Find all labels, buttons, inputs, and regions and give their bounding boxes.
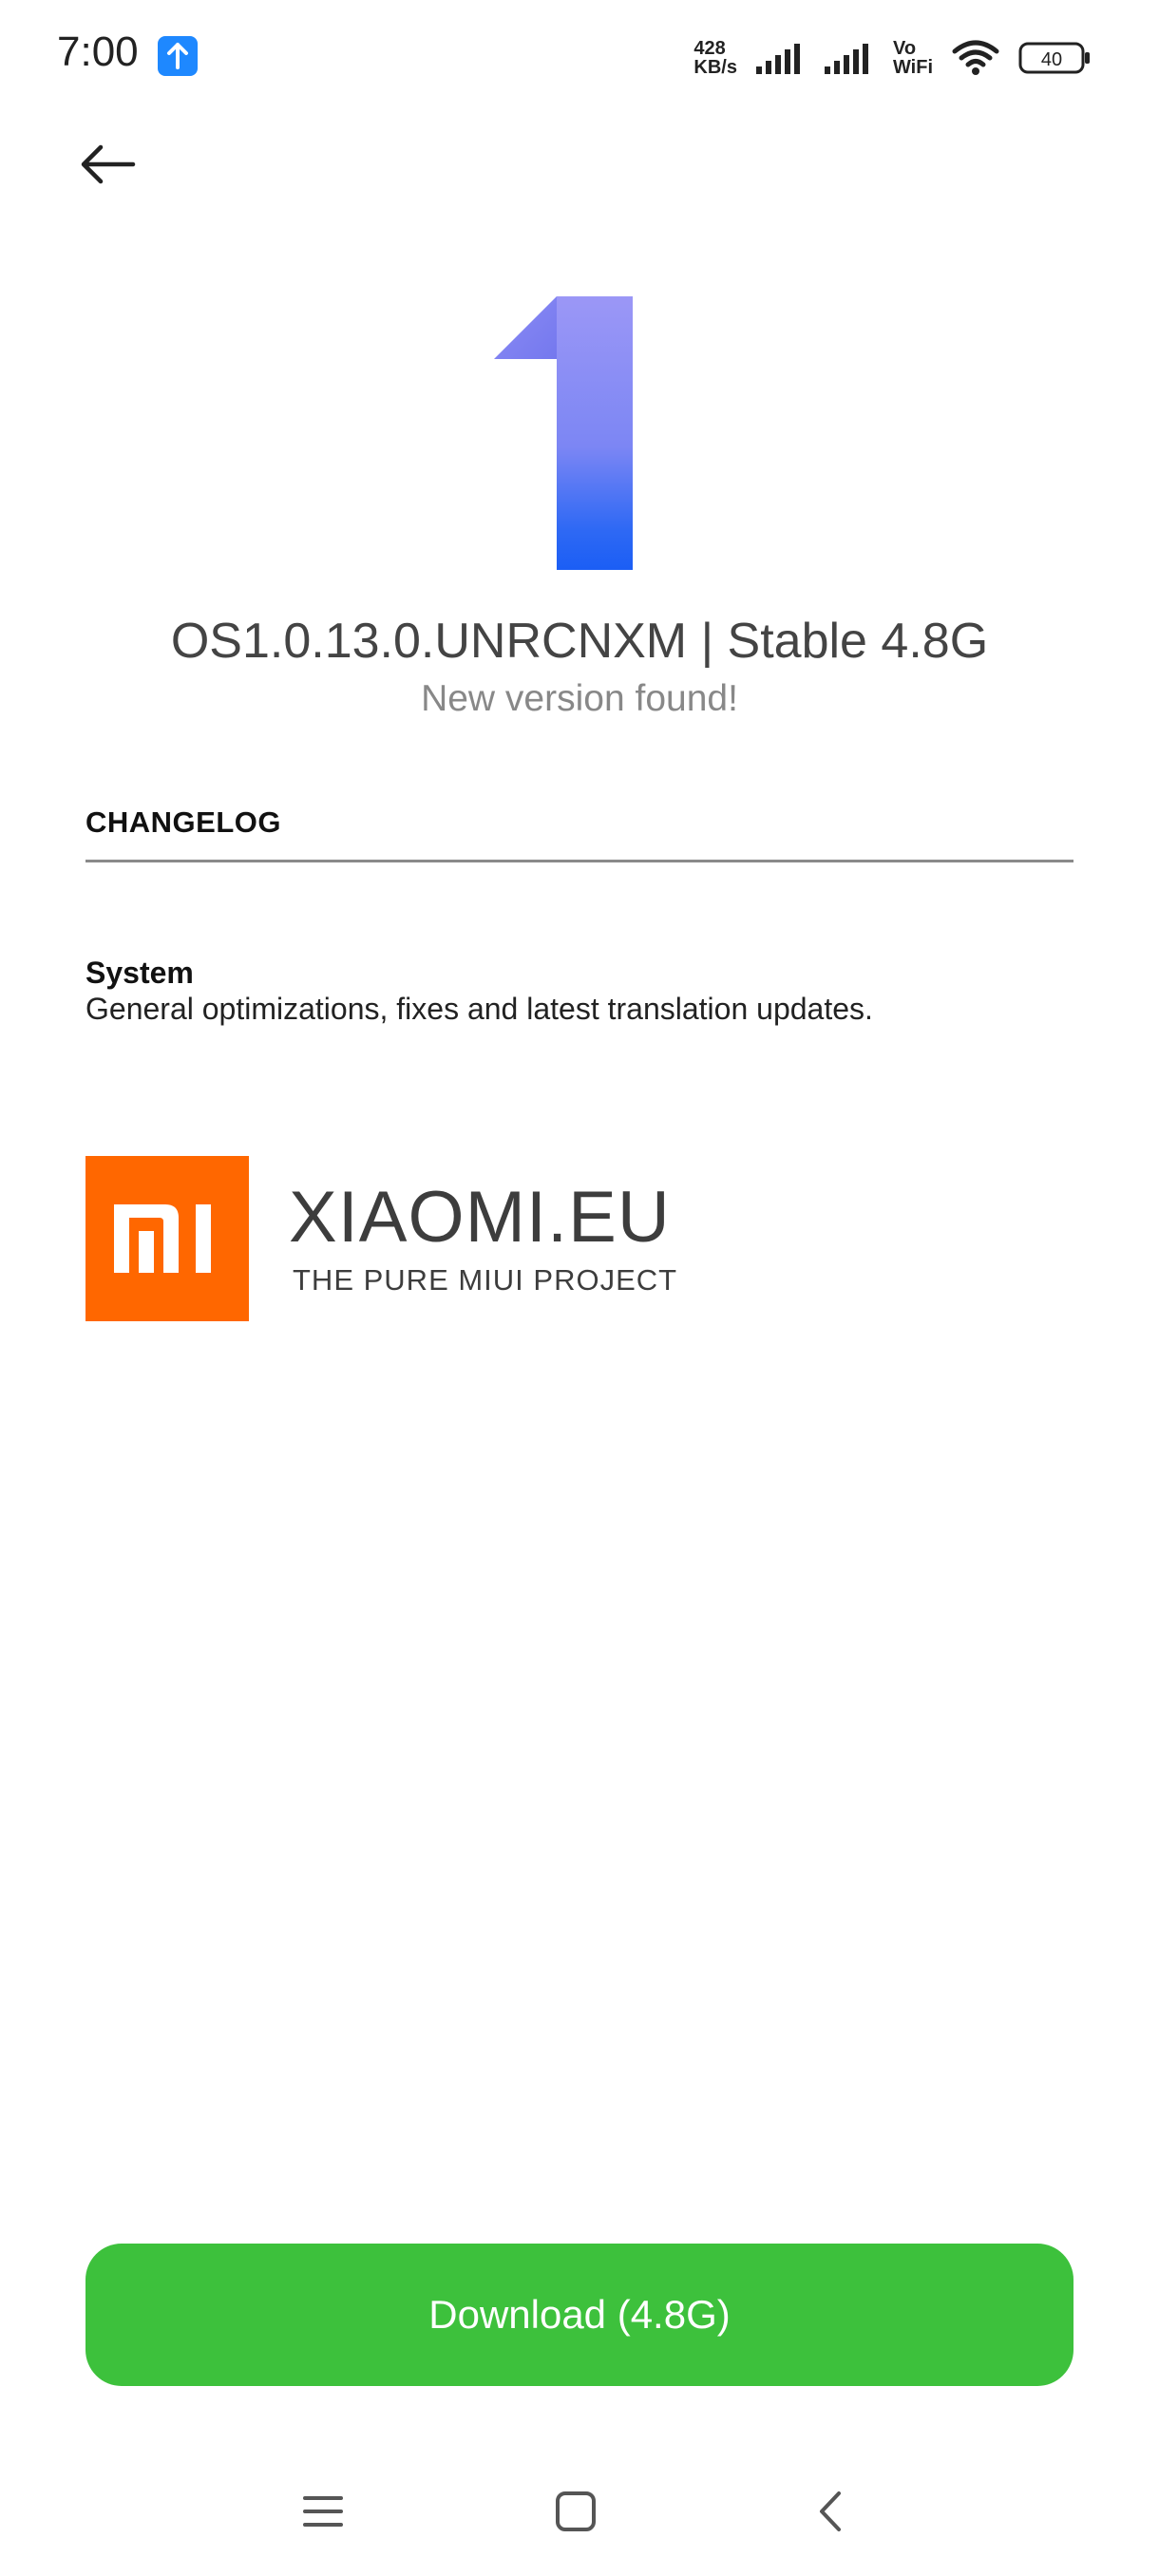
back-button[interactable] [76, 141, 142, 188]
hyperos-logo-icon [494, 296, 646, 570]
speed-value: 428 [694, 38, 726, 59]
status-icons [694, 34, 1092, 82]
xiaomi-eu-brand [86, 1156, 677, 1321]
home-button[interactable] [547, 2483, 604, 2540]
changelog-section-text: General optimizations, fixes and latest translation updates. [86, 992, 873, 1026]
download-button[interactable]: Download (4.8G) [86, 2244, 1074, 2386]
recents-button[interactable] [294, 2483, 352, 2540]
changelog-section-title: System [86, 956, 194, 990]
version-title: OS1.0.13.0.UNRCNXM | Stable 4.8G [170, 614, 989, 669]
vowifi-line2: WiFi [892, 57, 933, 78]
vowifi-icon [893, 39, 933, 77]
signal-icon [825, 42, 874, 74]
status-bar [0, 0, 1159, 114]
brand-name: XIAOMI.EU [289, 1177, 671, 1258]
upload-notification-icon [158, 36, 198, 76]
wifi-icon [952, 40, 999, 76]
arrow-left-icon [76, 141, 142, 188]
brand-tagline: THE PURE MIUI PROJECT [293, 1263, 678, 1297]
changelog-divider [86, 860, 1074, 862]
home-icon [555, 2491, 597, 2532]
battery-icon [1018, 41, 1092, 75]
speed-unit: KB/s [694, 57, 737, 78]
navigation-bar [0, 2470, 1159, 2555]
vowifi-line1: Vo [892, 38, 917, 59]
menu-icon [301, 2492, 345, 2530]
status-time: 7:00 [57, 28, 139, 75]
battery-level: 40 [1040, 49, 1063, 70]
network-speed [694, 39, 737, 77]
system-back-button[interactable] [802, 2483, 859, 2540]
version-status: New version found! [421, 678, 738, 719]
back-icon [816, 2490, 845, 2533]
changelog-header: CHANGELOG [86, 805, 281, 839]
signal-icon [756, 42, 806, 74]
mi-logo [86, 1156, 249, 1321]
